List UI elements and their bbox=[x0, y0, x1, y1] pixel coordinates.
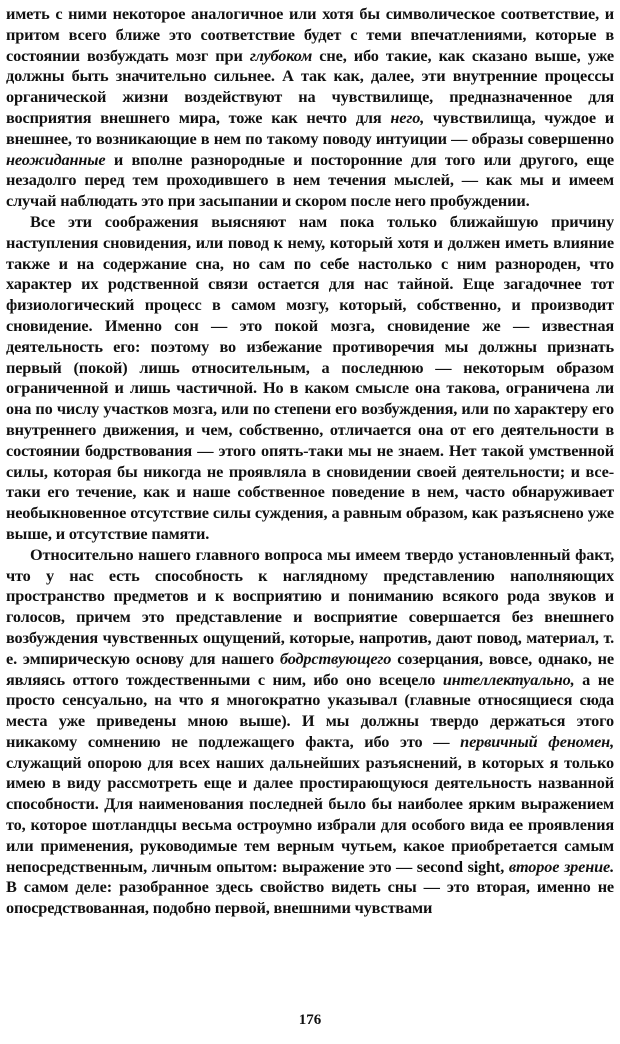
text-run: иметь с ними некоторое аналогичное или хотя бы символическое соответствие, и притом всего ближе это соответствие будет с теми впечатлениями, которые в состоянии возбуждать мозг при bbox=[6, 4, 614, 65]
text-run: Все эти соображения выясняют нам пока только ближайшую причину наступления сновидения, или повод к нему, который хотя и должен иметь влияние также и на содержание сна, но сам по себе настолько с ним разнороден, что характер их родственной связи остается для нас тайной. Еще загадочнее тот физиологический процесс в самом мозгу, который, собственно, и производит сновидение. Именно сон — это покой мозга, сновидение же — известная деятельность его: поэтому во избежание противоречия мы должны признать первый (покой) лишь относительным, а последнюю — некоторым образом ограниченной и лишь частичной. Но в каком смысле она такова, ограничена ли она по числу участков мозга, или по степени его возбуждения, или по характеру его внутреннего движения, и чем, собственно, отличается она от его деятельности в состоянии бодрствования — этого опять-таки мы не знаем. Нет такой умственной силы, которая бы никогда не проявляла в сновидении своей деятельности; и все-таки его течение, как и наше собственное поведение в нем, часто обнаруживает необыкновенное отсутствие силы суждения, а равным образом, как разъяснено уже выше, и отсутствие памяти. bbox=[6, 211, 614, 543]
paragraph-2 bbox=[6, 212, 614, 545]
text-run: созерцания, вовсе, однако, не являясь оттого тождественными с ним, ибо оно всецело bbox=[6, 648, 614, 689]
page-number: 176 bbox=[298, 1012, 322, 1028]
text-run: и вполне разнородные и посторонние для того или другого, еще незадолго перед тем проходившего в нем течения мыслей, — как мы и имеем случай наблюдать это при засыпании и скором после него пробуждении. bbox=[6, 149, 614, 211]
italic-run: неожиданные bbox=[6, 149, 106, 169]
paragraph-1 bbox=[6, 4, 614, 212]
italic-run: второе зрение. bbox=[508, 856, 614, 876]
text-run: а не просто сенсуально, на что я многократно указывал (главные относящиеся сюда места уже приведены мною выше). И мы должны твердо держаться этого никакому сомнению не подлежащего факта, ибо это — bbox=[6, 669, 614, 751]
italic-run: бодрствующего bbox=[279, 648, 392, 668]
text-run: чувствилища, чуждое и внешнее, то возникающие в нем по такому поводу интуиции — образы совершенно bbox=[6, 107, 614, 148]
text-run: Относительно нашего главного вопроса мы имеем твердо установленный факт, что у нас есть способность к наглядному представлению наполняющих пространство предметов и к восприятию и пониманию всякого рода звуков и голосов, причем это представление и восприятие совершается без внешнего возбуждения чувственных ощущений, которые, напротив, дают повод, материал, т. е. эмпирическую основу для нашего bbox=[6, 544, 614, 668]
italic-run: интеллектуально, bbox=[442, 669, 575, 689]
italic-run: глубоком bbox=[249, 45, 313, 65]
italic-run: него, bbox=[390, 107, 425, 127]
text-run: В самом деле: разобранное здесь свойство видеть сны — это вторая, именно не опосредствованная, подобно первой, внешними чувствами bbox=[6, 877, 614, 918]
text-run: служащий опорою для всех наших дальнейших разъяснений, в которых я только имею в виду рассмотреть еще и далее простирающуюся деятельность названной способности. Для наименования последней было бы наиболее ярким выражением то, которое шотландцы весьма остроумно избрали для особого вида ее проявления или применения, руководимые тем верным чутьем, какое приобретается самым непосредственным, личным опытом: выражение это — second sight, bbox=[6, 752, 614, 876]
italic-run: первичный феномен, bbox=[460, 731, 614, 751]
body-text bbox=[6, 4, 614, 919]
text-run: сне, ибо такие, как сказано выше, уже должны быть значительно сильнее. А так как, далее, эти внутренние процессы органической жизни воздействуют на чувствилище, предназначенное для восприятия внешнего мира, тоже как нечто для bbox=[6, 45, 614, 127]
paragraph-3 bbox=[6, 545, 614, 919]
